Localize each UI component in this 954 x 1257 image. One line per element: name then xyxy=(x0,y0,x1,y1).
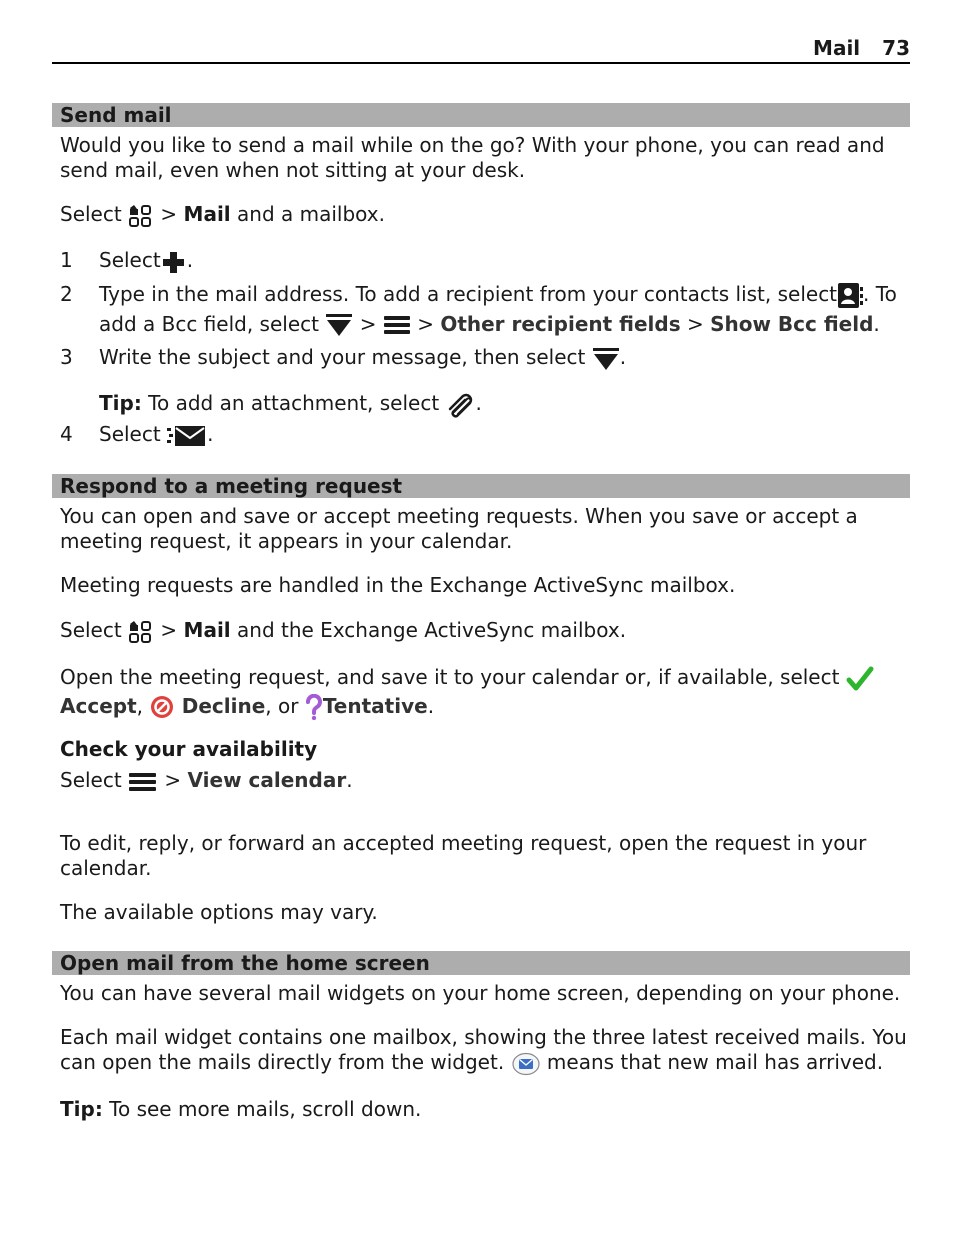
meeting-open-request: Open the meeting request, and save it to your calendar or, if available, select Accept, Decline, or Tentative. xyxy=(60,663,910,720)
check-availability-heading: Check your availability xyxy=(60,737,318,761)
home-screen-intro: You can have several mail widgets on your home screen, depending on your phone. xyxy=(60,981,901,1005)
menu-path-mail: Mail xyxy=(183,202,231,226)
new-mail-plus-icon xyxy=(161,250,187,274)
attachment-paperclip-icon xyxy=(446,391,476,419)
send-mail-icon xyxy=(167,424,207,448)
apps-grid-icon xyxy=(128,620,154,644)
tentative-question-icon xyxy=(305,694,323,720)
header-rule xyxy=(52,62,910,64)
edit-reply-forward-note: To edit, reply, or forward an accepted meeting request, open the request in your calendar. xyxy=(60,831,867,880)
menu-path-other-recipient-fields: Other recipient fields xyxy=(440,311,681,336)
step-text: Select . xyxy=(99,422,214,446)
send-mail-select-line: Select > Mail and a mailbox. xyxy=(60,202,385,226)
contacts-icon xyxy=(837,282,863,310)
menu-path-show-bcc-field: Show Bcc field xyxy=(710,311,874,336)
availability-line: Select > View calendar. xyxy=(60,768,353,792)
dropdown-arrow-icon xyxy=(325,312,353,338)
step-text: Type in the mail address. To add a recipient from your contacts list, select . To add a Bcc field, select > > Other recipient fields > Show Bcc field. xyxy=(99,280,909,338)
step-number: 4 xyxy=(60,422,73,446)
accept-check-icon xyxy=(846,666,874,692)
meeting-exchange-note: Meeting requests are handled in the Exchange ActiveSync mailbox. xyxy=(60,573,736,597)
decline-icon xyxy=(149,694,175,720)
step-number: 2 xyxy=(60,282,73,306)
section-heading-meeting-request: Respond to a meeting request xyxy=(52,474,910,498)
step-number: 3 xyxy=(60,345,73,369)
tentative-label: Tentative xyxy=(322,693,428,718)
menu-path-mail: Mail xyxy=(183,618,231,642)
step-text: Select . xyxy=(99,248,194,272)
page-number: 73 xyxy=(882,36,910,60)
running-header xyxy=(813,36,910,60)
meeting-select-line: Select > Mail and the Exchange ActiveSync mailbox. xyxy=(60,618,627,642)
section-heading-home-screen: Open mail from the home screen xyxy=(52,951,910,975)
options-vary-note: The available options may vary. xyxy=(60,900,378,924)
apps-grid-icon xyxy=(128,204,154,228)
select-text: Select xyxy=(60,202,122,226)
accept-label: Accept xyxy=(60,693,137,718)
mail-widget-description: Each mail widget contains one mailbox, showing the three latest received mails. You can open the mails directly from the widget. means that new mail has arrived. xyxy=(60,1025,907,1074)
new-mail-indicator-icon xyxy=(511,1052,541,1076)
step-number: 1 xyxy=(60,248,73,272)
options-menu-icon xyxy=(128,771,158,793)
decline-label: Decline xyxy=(181,693,266,718)
section-heading-send-mail: Send mail xyxy=(52,103,910,127)
header-section-title: Mail xyxy=(813,36,861,60)
menu-path-view-calendar: View calendar xyxy=(187,768,347,792)
home-screen-tip: Tip: To see more mails, scroll down. xyxy=(60,1097,422,1121)
step-text: Write the subject and your message, then select . xyxy=(99,343,909,372)
meeting-intro: You can open and save or accept meeting requests. When you save or accept a meeting request, it appears in your calendar. xyxy=(60,504,858,553)
send-mail-tip: Tip: To add an attachment, select . xyxy=(99,389,909,419)
options-menu-icon xyxy=(383,314,411,336)
send-mail-intro: Would you like to send a mail while on the go? With your phone, you can read and send mail, even when not sitting at your desk. xyxy=(60,133,885,182)
send-dropdown-icon xyxy=(592,346,620,372)
